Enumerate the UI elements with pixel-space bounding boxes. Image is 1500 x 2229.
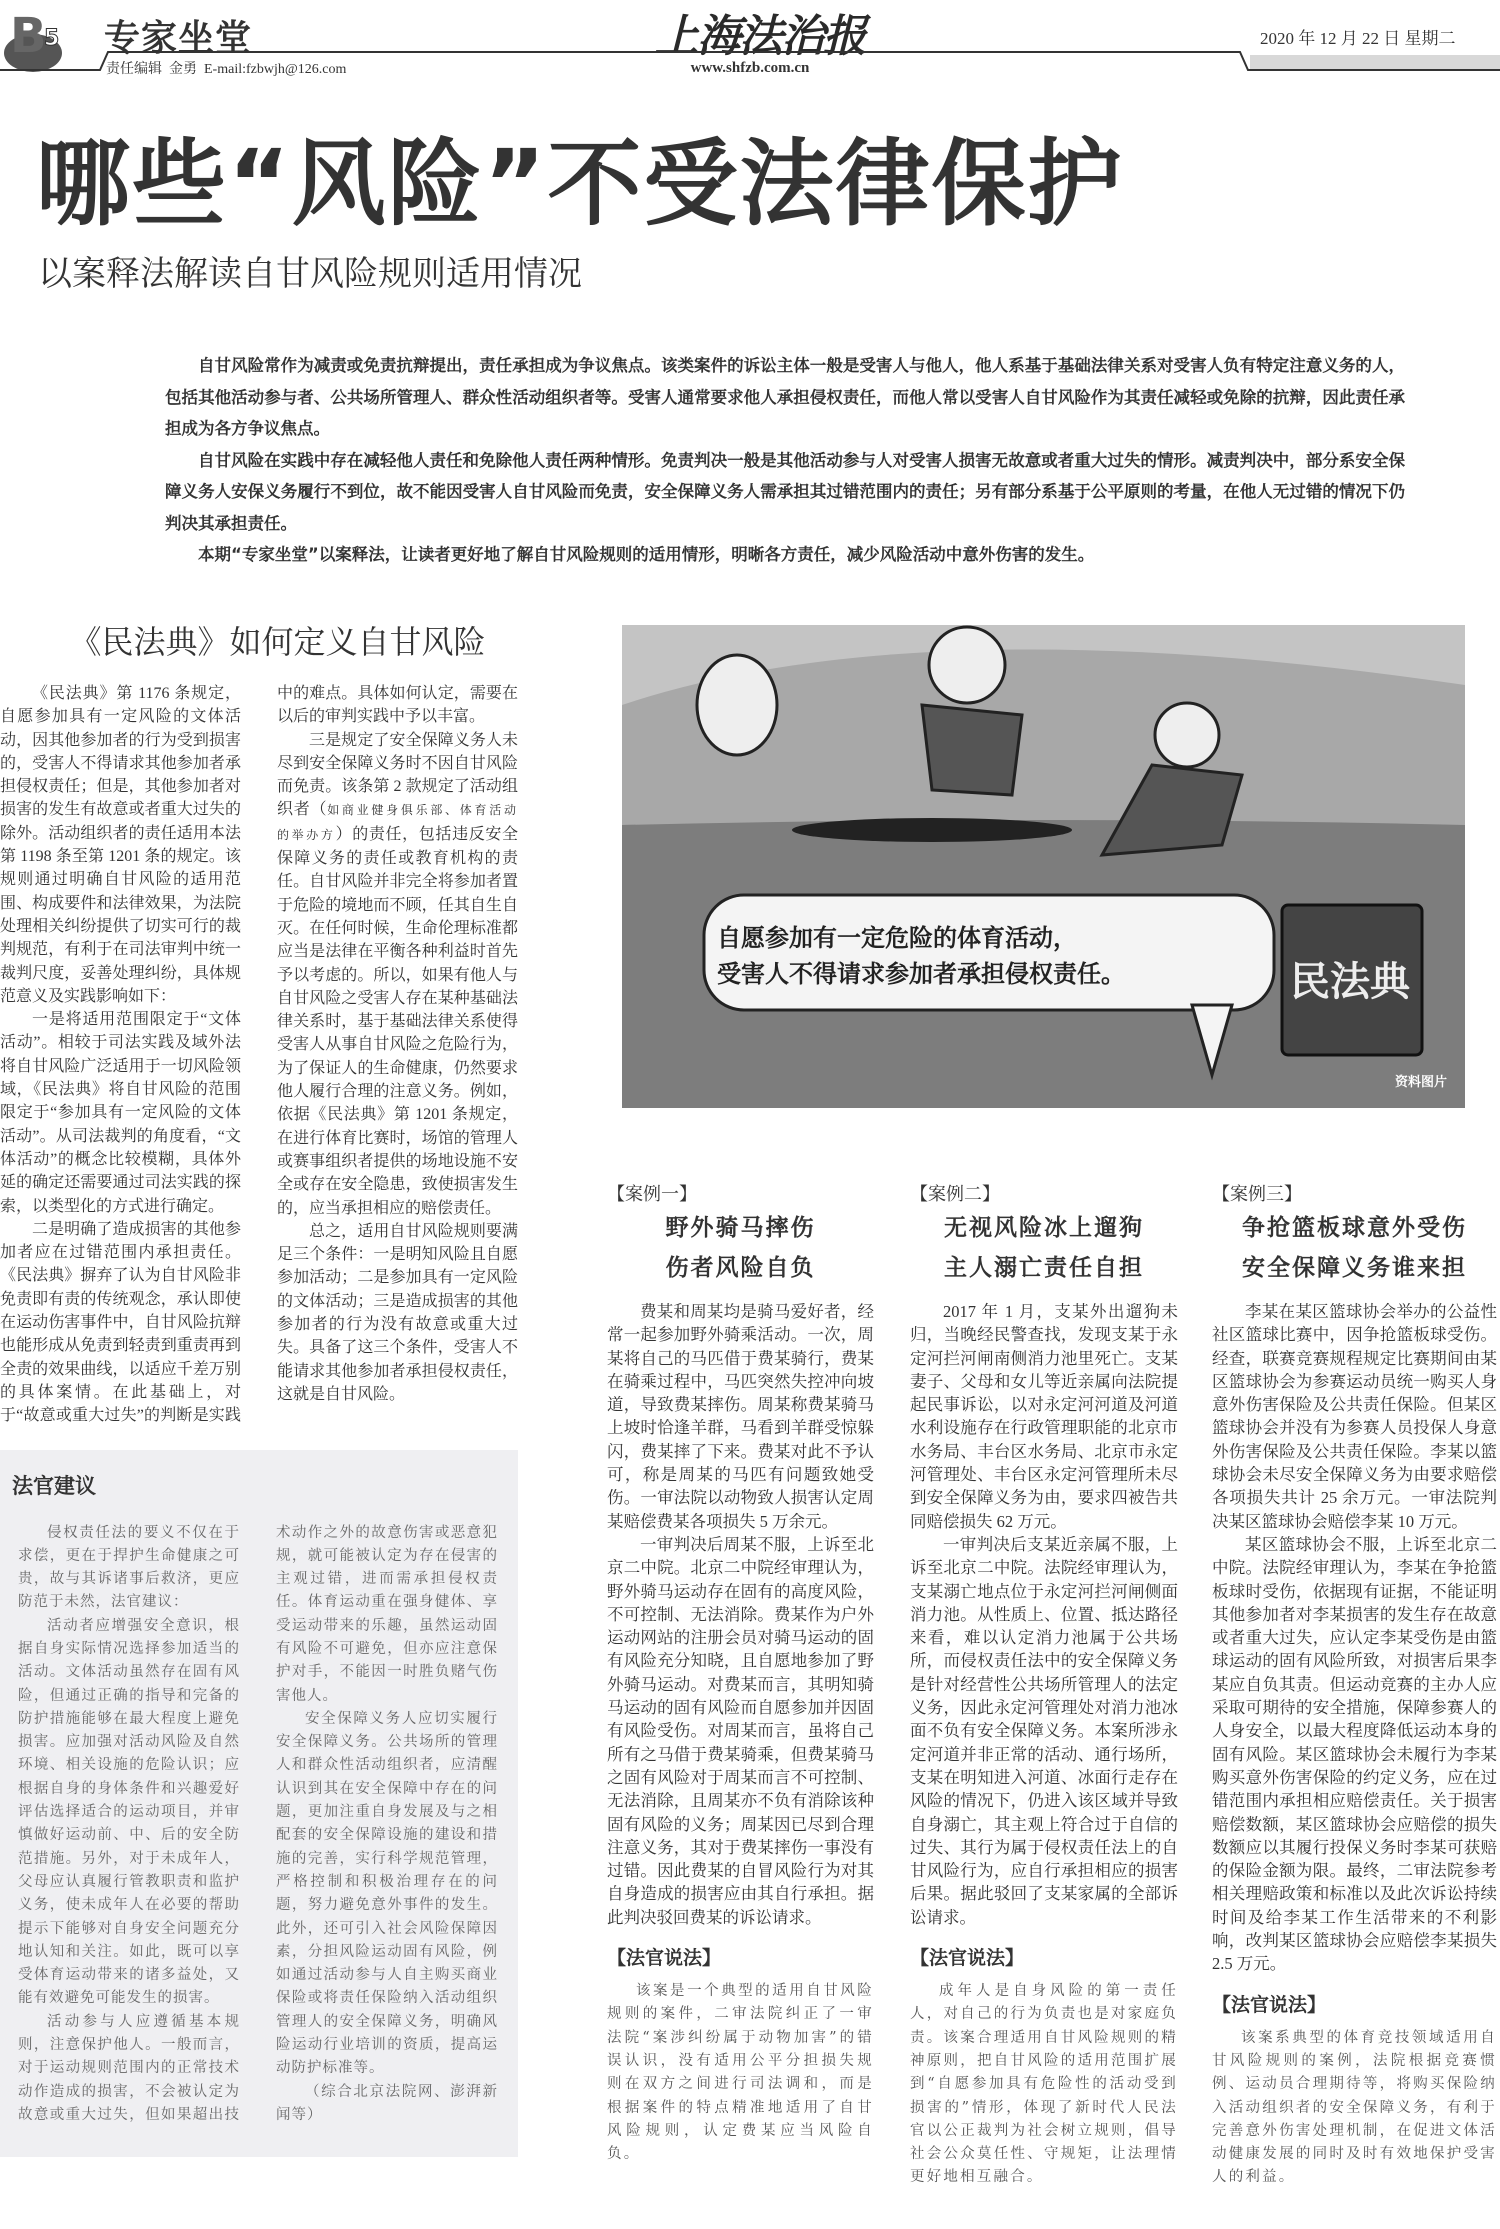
book-label: 民法典 xyxy=(1290,959,1410,1005)
cartoon-illustration xyxy=(622,625,1465,1108)
article-body xyxy=(0,682,518,1428)
page-number: 5 xyxy=(44,26,60,51)
case-one xyxy=(607,1170,874,2166)
left-column xyxy=(0,620,518,2157)
advice-paragraph: 安全保障义务人应切实履行安全保障义务。公共场所的管理人和群众性活动组织者，应清醒认识到其在安全保障中存在的问题，更加注重自身发展及与之相配套的安全保障设施的建设和措施的完善，实行科学规范管理，严格控制和积极治理存在的问题，努力避免意外事件的发生。此外，还可引入社会风险保障因素，分担风险运动固有风险，例如通过活动参与人自主购买商业保险或将责任保险纳入活动组织管理人的安全保障义务，明确风险运动行业培训的资质，提高运动防护标准等。 xyxy=(276,1710,498,2077)
judge-advice-body xyxy=(18,1522,498,2128)
judge-comment xyxy=(607,1980,874,2166)
editor-line: 责任编辑 金勇 E-mail:fzbwjh@126.com xyxy=(106,62,347,77)
article-text: ）的责任，包括违反安全保障义务的责任或教育机构的责任。自甘风险并非完全将参加者置于危险的境地而不顾，任其自生自灭。在任何时候，生命伦理标准都应当是法律在平衡各种利益时首先予以考虑的。所以，如果有他人与自甘风险之受害人存在某种基础法律关系时，基于基础法律关系使得受害人从事自甘风险之危险行为，为了保证人的生命健康，仍然要求他人履行合理的注意义务。例如，依据《民法典》第 1201 条规定，在进行体育比赛时，场馆的管理人或赛事组织者提供的场地设施不安全或存在安全隐患，致使损害发生的，应当承担相应的赔偿责任。 xyxy=(277,825,518,1217)
article-paragraph: 总之，适用自甘风险规则要满足三个条件：一是明知风险且自愿参加活动；二是参加具有一定风险的文体活动；三是造成损害的其他参加者的行为没有故意或重大过失。具备了这三个条件，受害人不能请求其他参加者承担侵权责任，这就是自甘风险。 xyxy=(277,1222,518,1403)
case-headline: 争抢篮板球意外受伤 xyxy=(1242,1215,1467,1241)
date-bar xyxy=(1250,55,1500,69)
article-paragraph xyxy=(277,729,518,1220)
case-paragraph: 某区篮球协会不服，上诉至北京二中院。法院经审理认为，李某在争抢篮板球时受伤，依据现有证据，不能证明其他参加者对李某损害的发生存在故意或者重大过失，应认定李某受伤是由篮球运动的固有风险所致，对损害后果李某应自负其责。但运动竞赛的主办人应采取可期待的安全措施，保障参赛人的人身安全，以最大程度降低运动本身的固有风险。某区篮球协会未履行为李某购买意外伤害保险的约定义务，应在过错范围内承担相应赔偿责任。关于损害赔偿数额，某区篮球协会应赔偿的损失数额应以其履行投保义务时李某可获赔的保险金额为限。最终，二审法院参考相关理赔政策和标准以及此次诉讼持续时间及给李某工作生活带来的不利影响，改判某区篮球协会应赔偿李某损失 2.5 万元。 xyxy=(1212,1534,1497,1974)
case-three xyxy=(1212,1170,1497,2190)
case-body xyxy=(607,1300,874,1929)
case-label: 【案例三】 xyxy=(1212,1184,1302,1205)
intro-paragraph: 自甘风险常作为减责或免责抗辩提出，责任承担成为争议焦点。该类案件的诉讼主体一般是受害人与他人，他人系基于基础法律关系对受害人负有特定注意义务的人，包括其他活动参与者、公共场所管理人、群众性活动组织者等。受害人通常要求他人承担侵权责任，而他人常以受害人自甘风险作为其责任减轻或免除的抗辩，因此责任承担成为各方争议焦点。 xyxy=(165,356,1405,438)
judge-comment-text: 该案是一个典型的适用自甘风险规则的案件，二审法院纠正了一审法院“案涉纠纷属于动物加害”的错误认识，没有适用公平分担损失规则在双方之间进行司法调和，而是根据案件的特点精准地适用了自甘风险规则，认定费某应当风险自负。 xyxy=(607,1983,874,2163)
article-paragraph: 《民法典》第 1176 条规定，自愿参加具有一定风险的文体活动，因其他参加者的行为受到损害的，受害人不得请求其他参加者承担侵权责任；但是，其他参加者对损害的发生有故意或者重大过失的除外。活动组织者的责任适用本法第 1198 条至第 1201 条的规定。该规则通过明确自甘风险的适用范围、构成要件和法律效果，为法院处理相关纠纷提供了切实可行的裁判规范，有利于在司法审判中统一裁判尺度，妥善处理纠纷，具体规范意义及实践影响如下： xyxy=(0,685,241,1005)
intro-paragraph: 自甘风险在实践中存在减轻他人责任和免除他人责任两种情形。免责判决一般是其他活动参与人对受害人损害无故意或者重大过失的情形。减责判决中，部分系安全保障义务人安保义务履行不到位，故不能因受害人自甘风险而免责，安全保障义务人需承担其过错范围内的责任；另有部分系基于公平原则的考量，在他人无过错的情况下仍判决其承担责任。 xyxy=(165,450,1405,533)
photo-credit: 资料图片 xyxy=(1394,1075,1447,1090)
bubble-line: 受害人不得请求参加者承担侵权责任。 xyxy=(717,960,1125,988)
newspaper-masthead: 上海法治报 xyxy=(655,11,865,62)
case-paragraph: 费某和周某均是骑马爱好者，经常一起参加野外骑乘活动。一次，周某将自己的马匹借于费某骑行，费某在骑乘过程中，马匹突然失控冲向坡道，导致费某摔伤。周某称费某骑马上坡时恰逢羊群，马看到羊群受惊躲闪，费某摔了下来。费某对此不予认可，称是周某的马匹有问题致她受伤。一审法院以动物致人损害认定周某赔偿费某各项损失 5 万余元。 xyxy=(607,1302,874,1531)
speech-bubble-text xyxy=(717,920,1125,992)
case-body xyxy=(910,1300,1178,1929)
case-body xyxy=(1212,1300,1497,1976)
judge-comment-text: 成年人是自身风险的第一责任人，对自己的行为负责也是对家庭负责。该案合理适用自甘风险规则的精神原则，把自甘风险的适用范围扩展到“自愿参加具有危险性的活动受到损害的”情形，体现了新时代人民法官以公正裁判为社会树立规则，倡导社会公众莫任性、守规矩，让法理情更好地相互融合。 xyxy=(910,1983,1178,2186)
judge-comment-label: 【法官说法】 xyxy=(1212,1993,1327,2016)
intro-paragraph: 本期“专家坐堂”以案释法，让读者更好地了解自甘风险规则的适用情形，明晰各方责任，减少风险活动中意外伤害的发生。 xyxy=(198,545,1095,564)
judge-comment xyxy=(1212,2027,1497,2190)
ball-icon xyxy=(697,655,777,755)
issue-date: 2020 年 12 月 22 日 星期二 xyxy=(1260,29,1456,48)
case-headline: 无视风险冰上遛狗 xyxy=(944,1215,1144,1241)
case-two xyxy=(910,1170,1178,2190)
judge-advice-title: 法官建议 xyxy=(12,1473,96,1498)
case-paragraph: 李某在某区篮球协会举办的公益性社区篮球比赛中，因争抢篮板球受伤。经查，联赛竞赛规程规定比赛期间由某区篮球协会为参赛运动员统一购买人身意外伤害保险及公共责任保险。但某区篮球协会并没有为参赛人员投保人身意外伤害保险及公共责任保险。李某以篮球协会未尽安全保障义务为由要求赔偿各项损失共计 25 余万元。一审法院判决某区篮球协会赔偿李某 10 万元。 xyxy=(1212,1302,1497,1531)
judge-comment-text: 该案系典型的体育竞技领域适用自甘风险规则的案例，法院根据竞赛惯例、运动员合理期待等，将购买保险纳入活动组织者的安全保障义务，有利于完善意外伤害处理机制，在促进文体活动健康发展的同时及时有效地保护受害人的利益。 xyxy=(1212,2029,1497,2186)
article-note: 如商业健身俱乐部、体育活动的举办方 xyxy=(277,803,518,842)
page-letter: B xyxy=(10,8,47,64)
page-title: 哪些“风险”不受法律保护 xyxy=(36,130,1124,239)
page-subtitle: 以案释法解读自甘风险规则适用情况 xyxy=(38,254,582,294)
case-headline: 安全保障义务谁来担 xyxy=(1242,1255,1467,1281)
article-paragraph: 一是将适用范围限定于“文体活动”。相较于司法实践及域外法将自甘风险广泛适用于一切风险领域，《民法典》将自甘风险的范围限定于“参加具有一定风险的文体活动”。从司法裁判的角度看，“文体活动”的概念比较模糊，具体外延的确定还需要通过司法实践的探索，以类型化的方式进行确定。 xyxy=(0,1011,241,1215)
advice-paragraph: 活动参与人应遵循基本规则，注意保护他人。一般而言，对于运动规则范围内的正常技术动作造成的损害，不会被认定为故意或重大过失，但如果超出技术动作之外的故意伤害或恶意犯规，就可能被认定为存在侵害的主观过错，进而需承担侵权责任。体育运动重在强身健体、享受运动带来的乐趣，虽然运动固有风险不可避免，但亦应注意保护对手，不能因一时胜负赌气伤害他人。 xyxy=(18,1524,498,2123)
case-headline: 主人溺亡责任自担 xyxy=(944,1255,1144,1281)
article-text: 三是规定了安全保障义务人未尽到安全保障义务时不因自甘风险而免责。该条第 2 款规定了活动组织者（ xyxy=(277,731,518,819)
case-label: 【案例一】 xyxy=(607,1184,697,1205)
judge-comment-label: 【法官说法】 xyxy=(910,1947,1025,1970)
advice-paragraph: 侵权责任法的要义不仅在于求偿，更在于捍护生命健康之可贵，故与其诉诸事后救济，更应防范于未然，法官建议： xyxy=(18,1524,240,1611)
case-paragraph: 2017 年 1 月，支某外出遛狗未归，当晚经民警查找，发现支某于永定河拦河闸南侧消力池里死亡。支某妻子、父母和女儿等近亲属向法院提起民事诉讼，以对永定河河道及河道水利设施存在行政管理职能的北京市水务局、丰台区水务局、北京市永定河管理处、丰台区永定河管理所未尽到安全保障义务为由，要求四被告共同赔偿损失 62 万元。 xyxy=(910,1302,1178,1531)
case-headline: 野外骑马摔伤 xyxy=(665,1215,816,1241)
case-label: 【案例二】 xyxy=(910,1184,1000,1205)
advice-paragraph: 活动者应增强安全意识，根据自身实际情况选择参加适当的活动。文体活动虽然存在固有风险，但通过正确的指导和完备的防护措施能够在最大程度上避免损害。应加强对活动风险及自然环境、相关设施的危险认识；应根据自身的身体条件和兴趣爱好评估选择适合的运动项目，并审慎做好运动前、中、后的安全防范措施。另外，对于未成年人，父母应认真履行管教职责和监护义务，使未成年人在必要的帮助提示下能够对自身安全问题充分地认知和关注。如此，既可以享受体育运动带来的诸多益处，又能有效避免可能发生的损害。 xyxy=(18,1617,240,2007)
article-paragraph: 二是明确了造成损害的其他参加者应在过错范围内承担责任。《民法典》摒弃了认为自甘风险非免责即有责的传统观念，承认即使在运动伤害事件中，自甘风险抗辩也能形成从免责到轻责到重责再到全责的效果曲线，以适应千差万别的具体案情。在此基础上，对于“故意或重大过失”的判断是实践中的难点。具体如何认定，需要在以后的审判实践中予以丰富。 xyxy=(0,685,518,1425)
section-name: 专家坐堂 xyxy=(104,18,253,59)
judge-comment-label: 【法官说法】 xyxy=(607,1947,722,1970)
case-paragraph: 一审判决后支某近亲属不服，上诉至北京二中院。法院经审理认为，支某溺亡地点位于永定河拦河闸侧面消力池。从性质上、位置、抵达路径来看，难以认定消力池属于公共场所，而侵权责任法中的安全保障义务是针对经营性公共场所管理人的法定义务，因此永定河管理处对消力池冰面不负有安全保障义务。本案所涉永定河道并非正常的活动、通行场所，支某在明知进入河道、冰面行走存在风险的情况下，仍进入该区域并导致自身溺亡，其主观上符合过于自信的过失、其行为属于侵权责任法上的自甘风险行为，应自行承担相应的损害后果。据此驳回了支某家属的全部诉讼请求。 xyxy=(910,1534,1178,1927)
judge-comment xyxy=(910,1980,1178,2190)
website-link[interactable]: www.shfzb.com.cn xyxy=(690,60,810,76)
article-heading: 《民法典》如何定义自甘风险 xyxy=(69,623,486,661)
intro-lead xyxy=(165,350,1405,571)
case-headline: 伤者风险自负 xyxy=(665,1255,816,1281)
case-paragraph: 一审判决后周某不服，上诉至北京二中院。北京二中院经审理认为，野外骑马运动存在固有的高度风险，不可控制、无法消除。费某作为户外运动网站的注册会员对骑马运动的固有风险充分知晓，且自愿地参加了野外骑马运动。对费某而言，其明知骑马运动的固有风险而自愿参加并因固有风险受伤。对周某而言，虽将自己所有之马借于费某骑乘，但费某骑马之固有风险对于周某而言不可控制、无法消除，且周某亦不负有消除该种固有风险的义务；周某因已尽到合理注意义务，其对于费某摔伤一事没有过错。因此费某的自冒风险行为对其自身造成的损害应由其自行承担。据此判决驳回费某的诉讼请求。 xyxy=(607,1534,874,1927)
judge-advice-box xyxy=(0,1450,518,2158)
cartoon-drawing xyxy=(622,625,1465,1108)
bubble-line: 自愿参加有一定危险的体育活动， xyxy=(717,924,1077,952)
advice-source: （综合北京法院网、澎湃新闻等） xyxy=(276,2083,498,2123)
